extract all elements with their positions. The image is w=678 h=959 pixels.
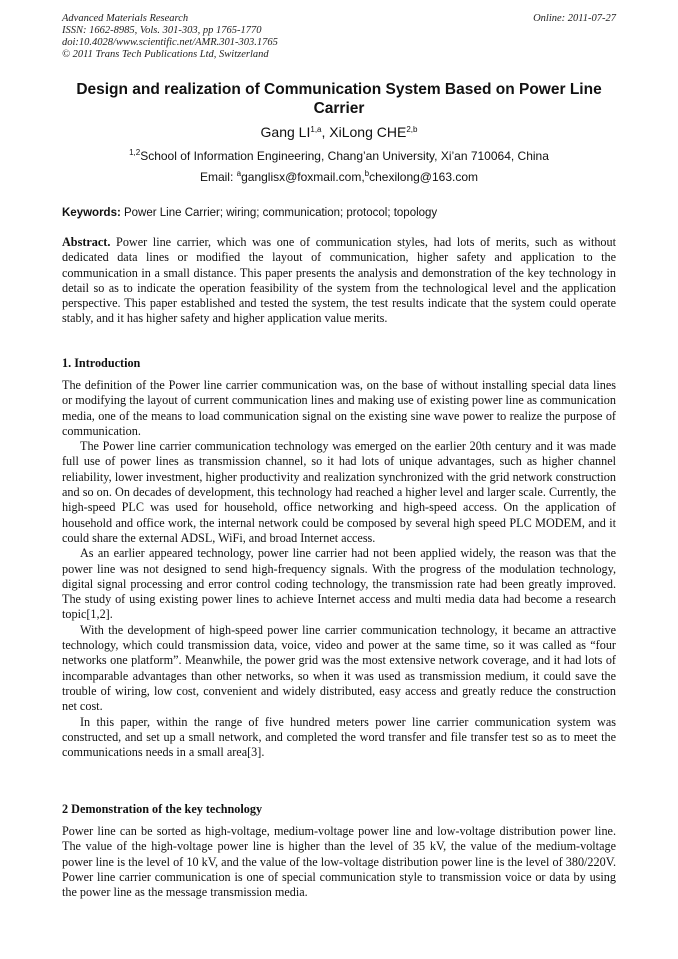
paragraph: Power line can be sorted as high-voltage, medium-voltage power line and low-voltage distribution power line. The value of the high-voltage power line is higher than the level of 35 kV, the value of the medium-voltage power line is the level of 10 kV, and the value of the low-voltage distribution power line is the level of 380/220V. Power line carrier communication is one of special communication style to transmission voice or data by using the power line as the message transmission media. — [62, 824, 616, 900]
email-a: ganglisx@foxmail.com, — [241, 170, 365, 184]
author-1: Gang LI — [260, 124, 311, 140]
email-line — [62, 170, 616, 185]
affiliation-text: School of Information Engineering, Chang’an University, Xi’an 710064, China — [140, 149, 549, 163]
section-introduction — [62, 356, 616, 760]
paragraph: With the development of high-speed power line carrier communication technology, it became an attractive technology, which could transmission data, voice, video and power at the same time, so it was called as “four networks one platform”. Meanwhile, the power grid was the most extensive network coverage, and it had lots of incomparable advantages than other networks, so when it was used as transmission medium, it could save the trouble of wiring, low cost, convenient and widely distributed, easy access and greatly reduce the construction net cost. — [62, 622, 616, 714]
email-b-mark: b — [364, 169, 370, 178]
author-2: XiLong CHE — [329, 124, 407, 140]
online-date: Online: 2011-07-27 — [533, 13, 616, 24]
email-a-mark: a — [236, 169, 242, 178]
paragraph: The Power line carrier communication technology was emerged on the earlier 20th century and it was made full use of power lines as transmission channel, so it had lots of unique advantages, such as higher channel reliability, lower investment, higher productivity and realization synchronized with the grid network construction and so on. On decades of development, this technology had reached a higher level and larger scale. Currently, the high-speed PLC was used for household, office networking and high-speed access. On the application of household and office work, the internal network could be composed by several high speed PLC MODEM, and it could share the external ADSL, WiFi, and broad Internet access. — [62, 439, 616, 545]
journal-copyright: © 2011 Trans Tech Publications Ltd, Switzerland — [62, 49, 269, 60]
author-line — [62, 124, 616, 141]
keywords — [62, 206, 616, 220]
journal-issn: ISSN: 1662-8985, Vols. 301-303, pp 1765-1770 — [62, 25, 262, 36]
affiliation — [62, 149, 616, 164]
author-separator: , — [321, 124, 330, 140]
paragraph: The definition of the Power line carrier communication was, on the base of without installing special data lines or modifying the layout of current communication lines and making use of existing power line as communication media, one of the means to load communication signal on the existing sine wave power to realize the purpose of communication. — [62, 378, 616, 438]
paragraph: As an earlier appeared technology, power line carrier had not been applied widely, the reason was that the power line was not designed to send high-frequency signals. With the progress of the modulation technology, digital signal processing and error control coding technology, the transmission rate had been greatly improved. The study of using existing power lines to achieve Internet access and multi media data had become a research topic[1,2]. — [62, 546, 616, 622]
section-key-technology — [62, 802, 616, 900]
email-label: Email: — [199, 170, 237, 184]
keywords-label: Keywords: — [62, 207, 121, 219]
paper-title: Design and realization of Communication System Based on Power Line Carrier — [76, 81, 602, 117]
paragraph: In this paper, within the range of five hundred meters power line carrier communication system was constructed, and set up a small network, and completed the word transfer and file transfer test so as to meet the communications needs in a small area[3]. — [62, 714, 616, 760]
abstract-text: Power line carrier, which was one of communication styles, had lots of merits, such as without dedicated data lines or modified the layout of communication, higher safety and application to the communication in a small distance. This paper presents the analysis and demonstration of the key technology in detail so as to indicate the operation feasibility of the system from the technological level and the application perspective. This paper established and tested the system, the test results indicate that the system could operate stably, and it has higher safety and higher application value merits. — [62, 235, 616, 326]
abstract-label: Abstract. — [62, 235, 111, 249]
keywords-text: Power Line Carrier; wiring; communication; protocol; topology — [120, 207, 438, 219]
journal-name: Advanced Materials Research — [62, 13, 189, 24]
author-2-affiliation-mark: 2,b — [406, 125, 418, 134]
author-1-affiliation-mark: 1,a — [310, 125, 322, 134]
abstract — [62, 235, 616, 327]
email-b: chexilong@163.com — [369, 170, 479, 184]
section-heading: 1. Introduction — [62, 356, 141, 370]
journal-doi: doi:10.4028/www.scientific.net/AMR.301-303.1765 — [62, 37, 278, 48]
journal-header — [62, 13, 616, 61]
section-heading: 2 Demonstration of the key technology — [62, 802, 263, 816]
affiliation-mark: 1,2 — [129, 148, 141, 157]
